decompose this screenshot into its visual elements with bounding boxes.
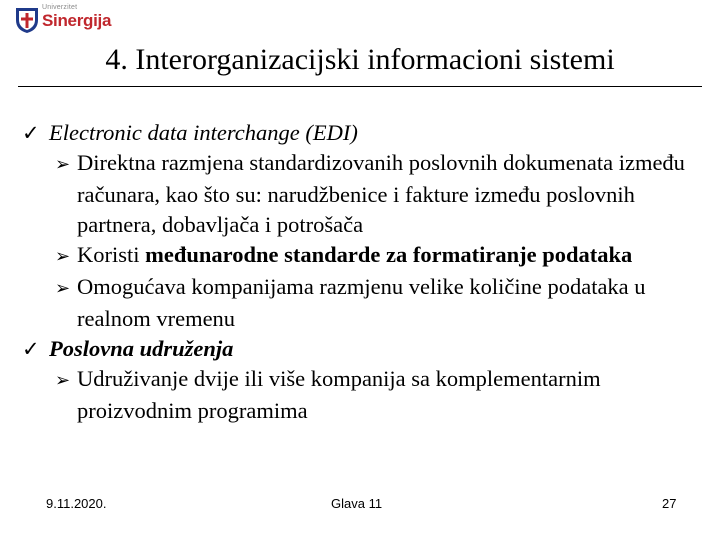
footer-date: 9.11.2020. bbox=[46, 496, 107, 511]
title-divider bbox=[18, 86, 702, 87]
logo-subtitle: Univerzitet bbox=[42, 4, 78, 11]
checkmark-icon: ✓ bbox=[22, 337, 40, 361]
footer-page-number: 27 bbox=[662, 496, 677, 511]
bullet-edi bbox=[22, 118, 712, 148]
arrow-bullet-icon: ➢ bbox=[55, 154, 71, 175]
sub-bullet-edi-2 bbox=[55, 240, 712, 272]
sub-bullet-text: Omogućava kompanijama razmjenu velike količine podataka u realnom vremenu bbox=[77, 274, 646, 331]
slide-title: 4. Interorganizacijski informacioni sistemi bbox=[105, 43, 615, 76]
bullet-udruzenja bbox=[22, 334, 712, 364]
arrow-bullet-icon: ➢ bbox=[55, 370, 71, 391]
arrow-bullet-icon: ➢ bbox=[55, 246, 71, 267]
slide-content bbox=[22, 118, 712, 426]
arrow-bullet-icon: ➢ bbox=[55, 278, 71, 299]
sub-bullet-bold-text: međunarodne standarde za formatiranje podataka bbox=[145, 242, 633, 267]
logo-name: Sinergija bbox=[42, 11, 112, 30]
sub-bullet-udruzenja-1 bbox=[55, 364, 712, 426]
bullet-edi-label: Electronic data interchange (EDI) bbox=[49, 120, 358, 145]
logo-emblem-icon bbox=[14, 6, 40, 34]
sub-bullet-edi-1 bbox=[55, 148, 712, 240]
footer-chapter: Glava 11 bbox=[331, 496, 383, 511]
checkmark-icon: ✓ bbox=[22, 121, 40, 145]
sub-bullet-text: Koristi bbox=[77, 242, 146, 267]
sub-bullet-text: Udruživanje dvije ili više kompanija sa komplementarnim proizvodnim programima bbox=[77, 366, 601, 423]
sub-bullet-edi-3 bbox=[55, 272, 712, 334]
university-logo bbox=[6, 4, 112, 34]
sub-bullet-text: Direktna razmjena standardizovanih poslovnih dokumenata između računara, kao što su: narudžbenice i fakture između poslovnih partnera, dobavljača i potrošača bbox=[77, 150, 685, 237]
bullet-udruzenja-label: Poslovna udruženja bbox=[49, 336, 234, 361]
